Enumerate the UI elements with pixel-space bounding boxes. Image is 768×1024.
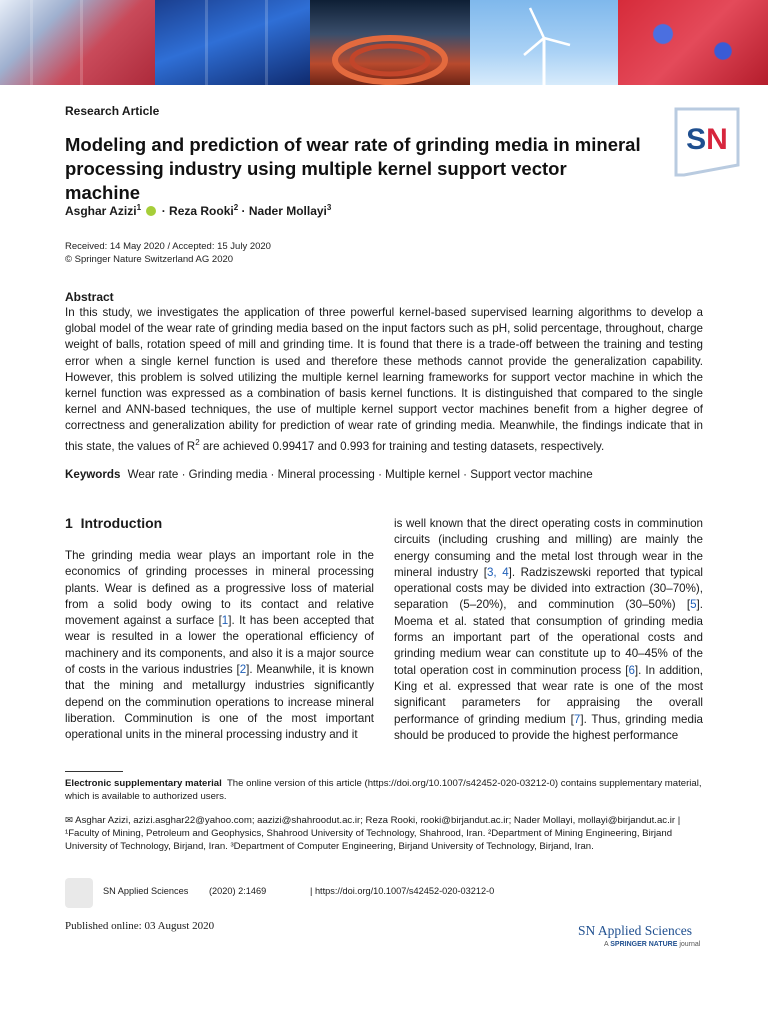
abstract-text-part: are achieved 0.99417 and 0.993 for training and testing datasets, respectively. (199, 439, 605, 453)
author-affil-sup: 2 (233, 203, 239, 212)
banner-image-wind-turbine (470, 0, 618, 85)
citation-link[interactable]: 1 (221, 614, 229, 628)
banner-image-3 (310, 0, 470, 85)
abstract-text-part: In this study, we investigates the application of three powerful kernel-based supervised learning algorithms to develop a global model of the wear rate of grinding media based on the input factors such as pH, solid percentage, throughout, charge weight of balls, rotation speed of mill and grinding time. It is found that there is a trade-off between the training and testing error when a single kernel function is used and therefore these methods cannot provide the generalization capability. However, this problem is solved utilizing the multiple kernel learning frameworks for support vector machine in which the kernel function was expressed as a combination of basis kernel functions. It is distinguished that compared to the single kernel and ANN-based techniques, the use of multiple kernel support vector machines benefit from a higher degree of correctness and generalization ability for prediction of wear rate of grinding media. Meanwhile, the findings indicate that in this state, the values of R (65, 306, 703, 453)
published-date: Published online: 03 August 2020 (65, 920, 215, 932)
sn-logo[interactable] (674, 107, 740, 177)
citation-link[interactable]: 3, 4 (486, 565, 509, 579)
author-name[interactable]: Asghar Azizi (65, 204, 137, 218)
footer-journal: SN Applied Sciences (103, 886, 189, 896)
author-affil-sup: 1 (136, 203, 142, 212)
journal-brand: SN Applied Sciences (578, 923, 692, 938)
body-text: is well known that the direct operating costs in comminution circuits (including crushing and milling) are mainly the energy consuming and the metal lost through wear in the mineral industry [ (394, 517, 703, 579)
dates: Received: 14 May 2020 / Accepted: 15 July 2020 (65, 241, 271, 252)
section-number: 1 (65, 515, 73, 531)
footnote-divider (65, 771, 123, 772)
brand-sub-pre: A (604, 941, 611, 948)
journal-brand-sub (604, 941, 700, 948)
paper-title: Modeling and prediction of wear rate of grinding media in mineral processing industry using multiple kernel support vector machine (65, 134, 641, 203)
banner-image-1 (0, 0, 155, 85)
springer-nature-logo: SPRINGER NATURE (610, 941, 678, 948)
body-text: ]. Thus, grinding media should be produced to provide the highest performance (394, 712, 703, 742)
orcid-icon[interactable] (146, 206, 156, 216)
coil-graphic (310, 0, 470, 85)
citation-link[interactable]: 5 (690, 598, 697, 612)
body-text: ]. Meanwhile, it is known that the mining and metallurgy industries significantly depend on the comminution operations to increase mineral liberation. Comminution is one of the most important operational units in the mineral processing industry and it (65, 663, 374, 742)
body-column-left (65, 548, 374, 744)
citation-link[interactable]: 6 (628, 663, 635, 677)
wind-turbine-icon (470, 0, 618, 85)
author-name[interactable]: Nader Mollayi (248, 204, 327, 218)
article-type: Research Article (65, 104, 160, 118)
body-text: The grinding media wear plays an important role in the economics of grinding processes in mineral processing plants. Wear is defined as a progressive loss of material from a solid body owing to its contact and relative movement against a surface [ (65, 549, 374, 628)
section-heading (65, 515, 162, 531)
footer-doi-link[interactable]: | https://doi.org/10.1007/s42452-020-03212-0 (310, 886, 495, 896)
brand-sub-post: journal (677, 941, 701, 948)
esm-note (65, 777, 705, 803)
esm-label: Electronic supplementary material (65, 778, 222, 789)
footer-volume: (2020) 2:1469 (209, 886, 267, 896)
copyright: © Springer Nature Switzerland AG 2020 (65, 254, 234, 265)
body-text: ]. Radziszewski reported that typical operational costs may be divided into extraction (30–70%), separation (5–20%), and comminution (30–50%) [ (394, 565, 703, 612)
check-for-updates-icon[interactable] (65, 878, 93, 908)
abstract-sup: 2 (195, 437, 200, 447)
header-banner (0, 0, 768, 85)
body-column-right (394, 516, 703, 744)
keywords (65, 468, 593, 481)
abstract-heading: Abstract (65, 290, 114, 304)
section-title: Introduction (80, 515, 163, 531)
abstract-text (65, 305, 703, 455)
citation-link[interactable]: 2 (239, 663, 247, 677)
body-text: ]. In addition, King et al. expressed that wear rate is one of the most significant parameters for appraising the overall performance of grinding medium [ (394, 663, 703, 726)
author-name[interactable]: Reza Rooki (169, 204, 234, 218)
keywords-list: Wear rate · Grinding media · Mineral processing · Multiple kernel · Support vector machine (127, 468, 593, 481)
body-text: ]. Moema et al. stated that consumption of grinding media forms an important part of the operational costs and grinding medium wear can constitute up to 40–45% of the total operation cost in comminution process [ (394, 598, 703, 677)
affiliations: ✉ Asghar Azizi, azizi.asghar22@yahoo.com; aazizi@shahroodut.ac.ir; Reza Rooki, rooki@birjandut.ac.ir; Nader Mollayi, mollayi@birjandut.ac.ir | ¹Faculty of Mining, Petroleum and Geophysics, Shahrood University of Technology, Shahrood, Iran. ²Department of Mining Engineering, Birjand University of Technology, Birjand, Iran. ³Department of Computer Engineering, Birjand University of Technology, Birjand, Iran. (65, 815, 681, 852)
banner-image-5 (618, 0, 768, 85)
sn-logo-text: SN (686, 123, 728, 156)
body-text: ]. It has been accepted that wear is resulted in a lower the operational efficiency of machinery and its components, and also it is a major source of costs in the various industries [ (65, 614, 374, 677)
esm-text: The online version of this article (https://doi.org/10.1007/s42452-020-03212-0) contains supplementary material, which is available to authorized users. (65, 778, 702, 802)
citation-link[interactable]: 7 (573, 712, 581, 726)
author-list: Asghar Azizi$^1$ · Reza Rooki$^2$ · Nader Mollayi$^3$ (65, 203, 332, 218)
author-affil-sup: 3 (326, 203, 332, 212)
keywords-label: Keywords (65, 468, 121, 481)
banner-image-2 (155, 0, 310, 85)
